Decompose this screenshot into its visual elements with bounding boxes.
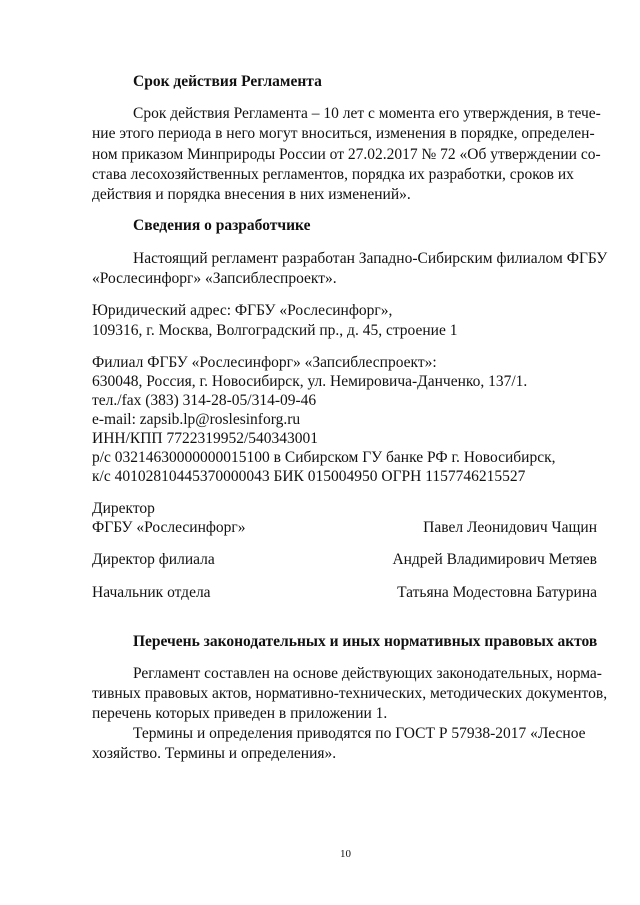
branch-line-2: 630048, Россия, г. Новосибирск, ул. Немировича-Данченко, 137/1. <box>92 373 528 390</box>
acts-para2-line-2: хозяйство. Термины и определения». <box>92 745 337 762</box>
branch-phone: тел./fax (383) 314-28-05/314-09-46 <box>92 392 317 409</box>
acts-para1-line-2: тивных правовых актов, нормативно-технических, методических документов, <box>92 685 608 702</box>
director-name: Павел Леонидович Чащин <box>423 519 597 536</box>
director-title-line-1: Директор <box>92 500 155 517</box>
head-of-department-title: Начальник отдела <box>92 584 211 601</box>
validity-line-1: Срок действия Регламента – 10 лет с момента его утверждения, в тече- <box>133 105 601 122</box>
acts-para1-line-3: перечень которых приведен в приложении 1. <box>92 705 388 722</box>
branch-line-1: Филиал ФГБУ «Рослесинфорг» «Запсиблеспроект»: <box>92 354 437 371</box>
head-of-department-name: Татьяна Модестовна Батурина <box>397 584 597 601</box>
validity-line-4: става лесохозяйственных регламентов, порядка их разработки, сроков их <box>92 166 574 183</box>
branch-director-name: Андрей Владимирович Метяев <box>392 551 597 568</box>
page-number: 10 <box>340 848 351 860</box>
branch-account: р/с 03214630000000015100 в Сибирском ГУ банке РФ г. Новосибирск, <box>92 449 556 466</box>
validity-line-2: ние этого периода в него могут вноситься, изменения в порядке, определен- <box>92 125 595 142</box>
branch-inn: ИНН/КПП 7722319952/540343001 <box>92 430 319 447</box>
validity-line-3: ном приказом Минприроды России от 27.02.2017 № 72 «Об утверждении со- <box>92 146 601 163</box>
developer-intro-line-1: Настоящий регламент разработан Западно-Сибирским филиалом ФГБУ <box>133 250 608 267</box>
legal-address-line-1: Юридический адрес: ФГБУ «Рослесинфорг», <box>92 302 393 319</box>
developer-intro-line-2: «Рослесинфорг» «Запсиблеспроект». <box>92 270 337 287</box>
validity-line-5: действия и порядка внесения в них изменений». <box>92 186 411 203</box>
director-title-line-2: ФГБУ «Рослесинфорг» <box>92 519 246 536</box>
branch-director-title: Директор филиала <box>92 551 215 568</box>
acts-para1-line-1: Регламент составлен на основе действующих законодательных, норма- <box>133 665 602 682</box>
acts-para2-line-1: Термины и определения приводятся по ГОСТ Р 57938-2017 «Лесное <box>133 725 586 742</box>
developer-heading: Сведения о разработчике <box>133 217 311 234</box>
legal-address-line-2: 109316, г. Москва, Волгоградский пр., д. 45, строение 1 <box>92 322 458 339</box>
branch-email: e-mail: zapsib.lp@roslesinforg.ru <box>92 411 301 428</box>
validity-heading: Срок действия Регламента <box>133 73 322 90</box>
branch-corr-account: к/с 40102810445370000043 БИК 015004950 ОГРН 1157746215527 <box>92 468 526 485</box>
acts-heading: Перечень законодательных и иных нормативных правовых актов <box>133 633 598 650</box>
